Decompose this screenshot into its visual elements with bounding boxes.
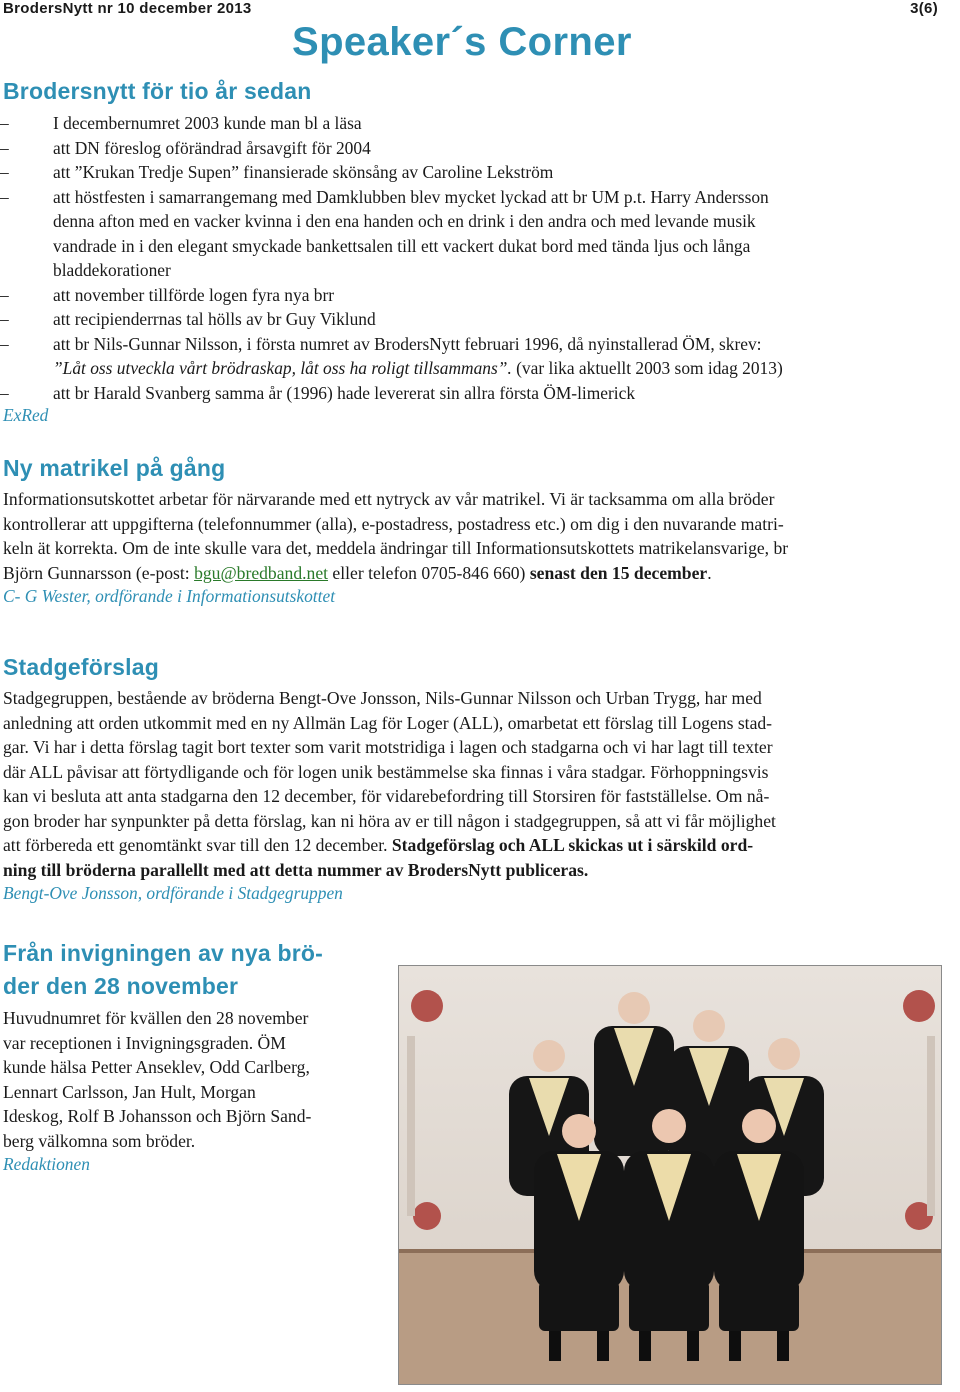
group-photo <box>398 965 942 1385</box>
group-photo-illustration <box>399 966 942 1385</box>
page-number: 3(6) <box>910 0 938 17</box>
signature: Redaktionen <box>3 1154 90 1174</box>
heading-new-register: Ny matrikel på gång <box>3 455 226 481</box>
paragraph-initiation: Huvudnumret för kvällen den 28 november var receptionen i Invigningsgraden. ÖM kunde hälsa Petter Anseklev, Odd Carlberg, Lennart Carlsson, Jan Hult, Morgan Ideskog, Rolf B Johansson och Björn Sand- berg välkomna som bröder. <box>3 1008 312 1151</box>
signature: C- G Wester, ordförande i Informationsutskottet <box>3 586 336 606</box>
list-item-continuation: denna afton med en vacker kvinna i den ena handen och en drink i den andra och med levande musik <box>53 211 756 231</box>
signature: ExRed <box>3 405 49 425</box>
page-title: Speaker´s Corner <box>292 20 632 64</box>
list-item-continuation: vandrade in i den elegant smyckade bankettsalen till ett vackert dukat bord med tända ljus och långa <box>53 235 751 256</box>
heading-initiation-2: der den 28 november <box>3 973 239 999</box>
page-header <box>0 0 960 18</box>
email-link[interactable]: bgu@bredband.net <box>194 562 329 583</box>
list-item-continuation: bladdekorationer <box>53 260 171 280</box>
paragraph-register: Informationsutskottet arbetar för närvarande med ett nytryck av vår matrikel. Vi är tacksamma om alla bröder kontrollerar att uppgifterna (telefonnummer (alla), e-postadress, postadress etc.) om dig i den nuvarande matri- keln ät korrekta. Om de inte skulle vara det, meddela ändringar till Informationsutskottets matrikelansvarige, br Björn Gunnarsson (e-post: bgu@bredband.net eller telefon 0705-846 660) senast den 15 december. <box>3 489 789 583</box>
heading-initiation: Från invigningen av nya brö- <box>3 940 323 966</box>
quote-text: ”Låt oss utveckla vårt brödraskap, låt oss ha roligt tillsammans”. <box>53 358 512 378</box>
newsletter-issue: BrodersNytt nr 10 december 2013 <box>3 0 252 17</box>
heading-statute-proposal: Stadgeförslag <box>3 654 159 680</box>
signature: Bengt-Ove Jonsson, ordförande i Stadgegruppen <box>3 883 343 903</box>
paragraph-statutes: Stadgegruppen, bestående av bröderna Bengt-Ove Jonsson, Nils-Gunnar Nilsson och Urban Trygg, har med anledning att orden utkommit med en ny Allmän Lag för Loger (ALL), omarbetat ett förslag till Logens stad- gar. Vi har i detta förslag tagit bort texter som varit motstridiga i lagen och stadgarna och vi har lagt till texter där ALL påvisar att förtydligande och för logen unik bestämmelse ska finnas i våra stadgar. Förhoppningsvis kan vi besluta att anta stadgarna den 12 december, för vidarebefordring till Storsiren för fastställelse. Om nå- gon broder har synpunkter på detta förslag, kan ni höra av er till någon i stadgegruppen, så att vi får möjlighet att förbereda ett genomtänkt svar till den 12 december. Stadgeförslag och ALL skickas ut i särskild ord- ning till bröderna parallellt med att detta nummer av BrodersNytt publiceras. <box>3 688 776 880</box>
heading-ten-years-ago: Brodersnytt för tio år sedan <box>3 78 312 104</box>
list-item-quote: ”Låt oss utveckla vårt brödraskap, låt oss ha roligt tillsammans”. (var lika aktuellt 2003 som idag 2013) <box>53 358 783 378</box>
